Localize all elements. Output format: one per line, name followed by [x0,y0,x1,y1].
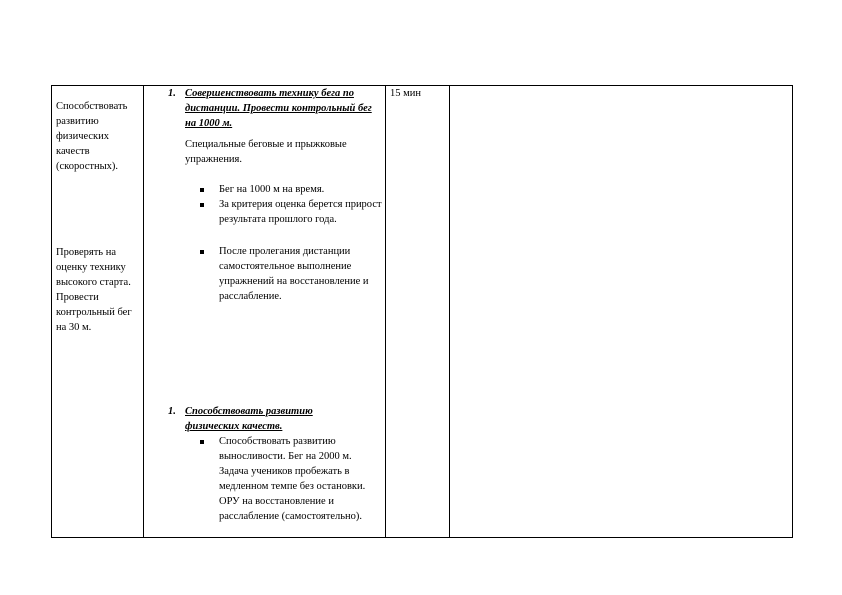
goal-1: Способствовать развитию физических качеств (скоростных). [56,101,128,172]
bullet-text: Способствовать развитию выносливости. Бег на 2000 м. Задача учеников пробежать в медленном темпе без остановки. ОРУ на восстановление и расслабление (самостоятельно). [219,436,366,522]
time-value: 15 мин [390,88,422,99]
remarks-column [449,85,793,538]
bullet-icon [200,440,204,444]
bullet-text: После пролегания дистанции самостоятельное выполнение упражнений на восстановление и расслабление. [219,246,369,302]
block1-heading: Совершенствовать технику бега по дистанции. Провести контрольный бег на 1000 м. [185,88,372,129]
block1-number: 1. [168,88,176,99]
bullet-icon [200,250,204,254]
time-column [385,85,450,538]
goal-2: Проверять на оценку технику высокого старта. Провести контрольный бег на 30 м. [56,247,132,333]
bullet-icon [200,188,204,192]
block2-heading: Способствовать развитию физических качеств. [185,406,313,432]
bullet-icon [200,203,204,207]
block1-intro: Специальные беговые и прыжковые упражнения. [185,139,347,165]
bullet-text: Бег на 1000 м на время. [219,184,325,195]
block2-number: 1. [168,406,176,417]
bullet-text: За критерия оценка берется прирост результата прошлого года. [219,199,382,225]
